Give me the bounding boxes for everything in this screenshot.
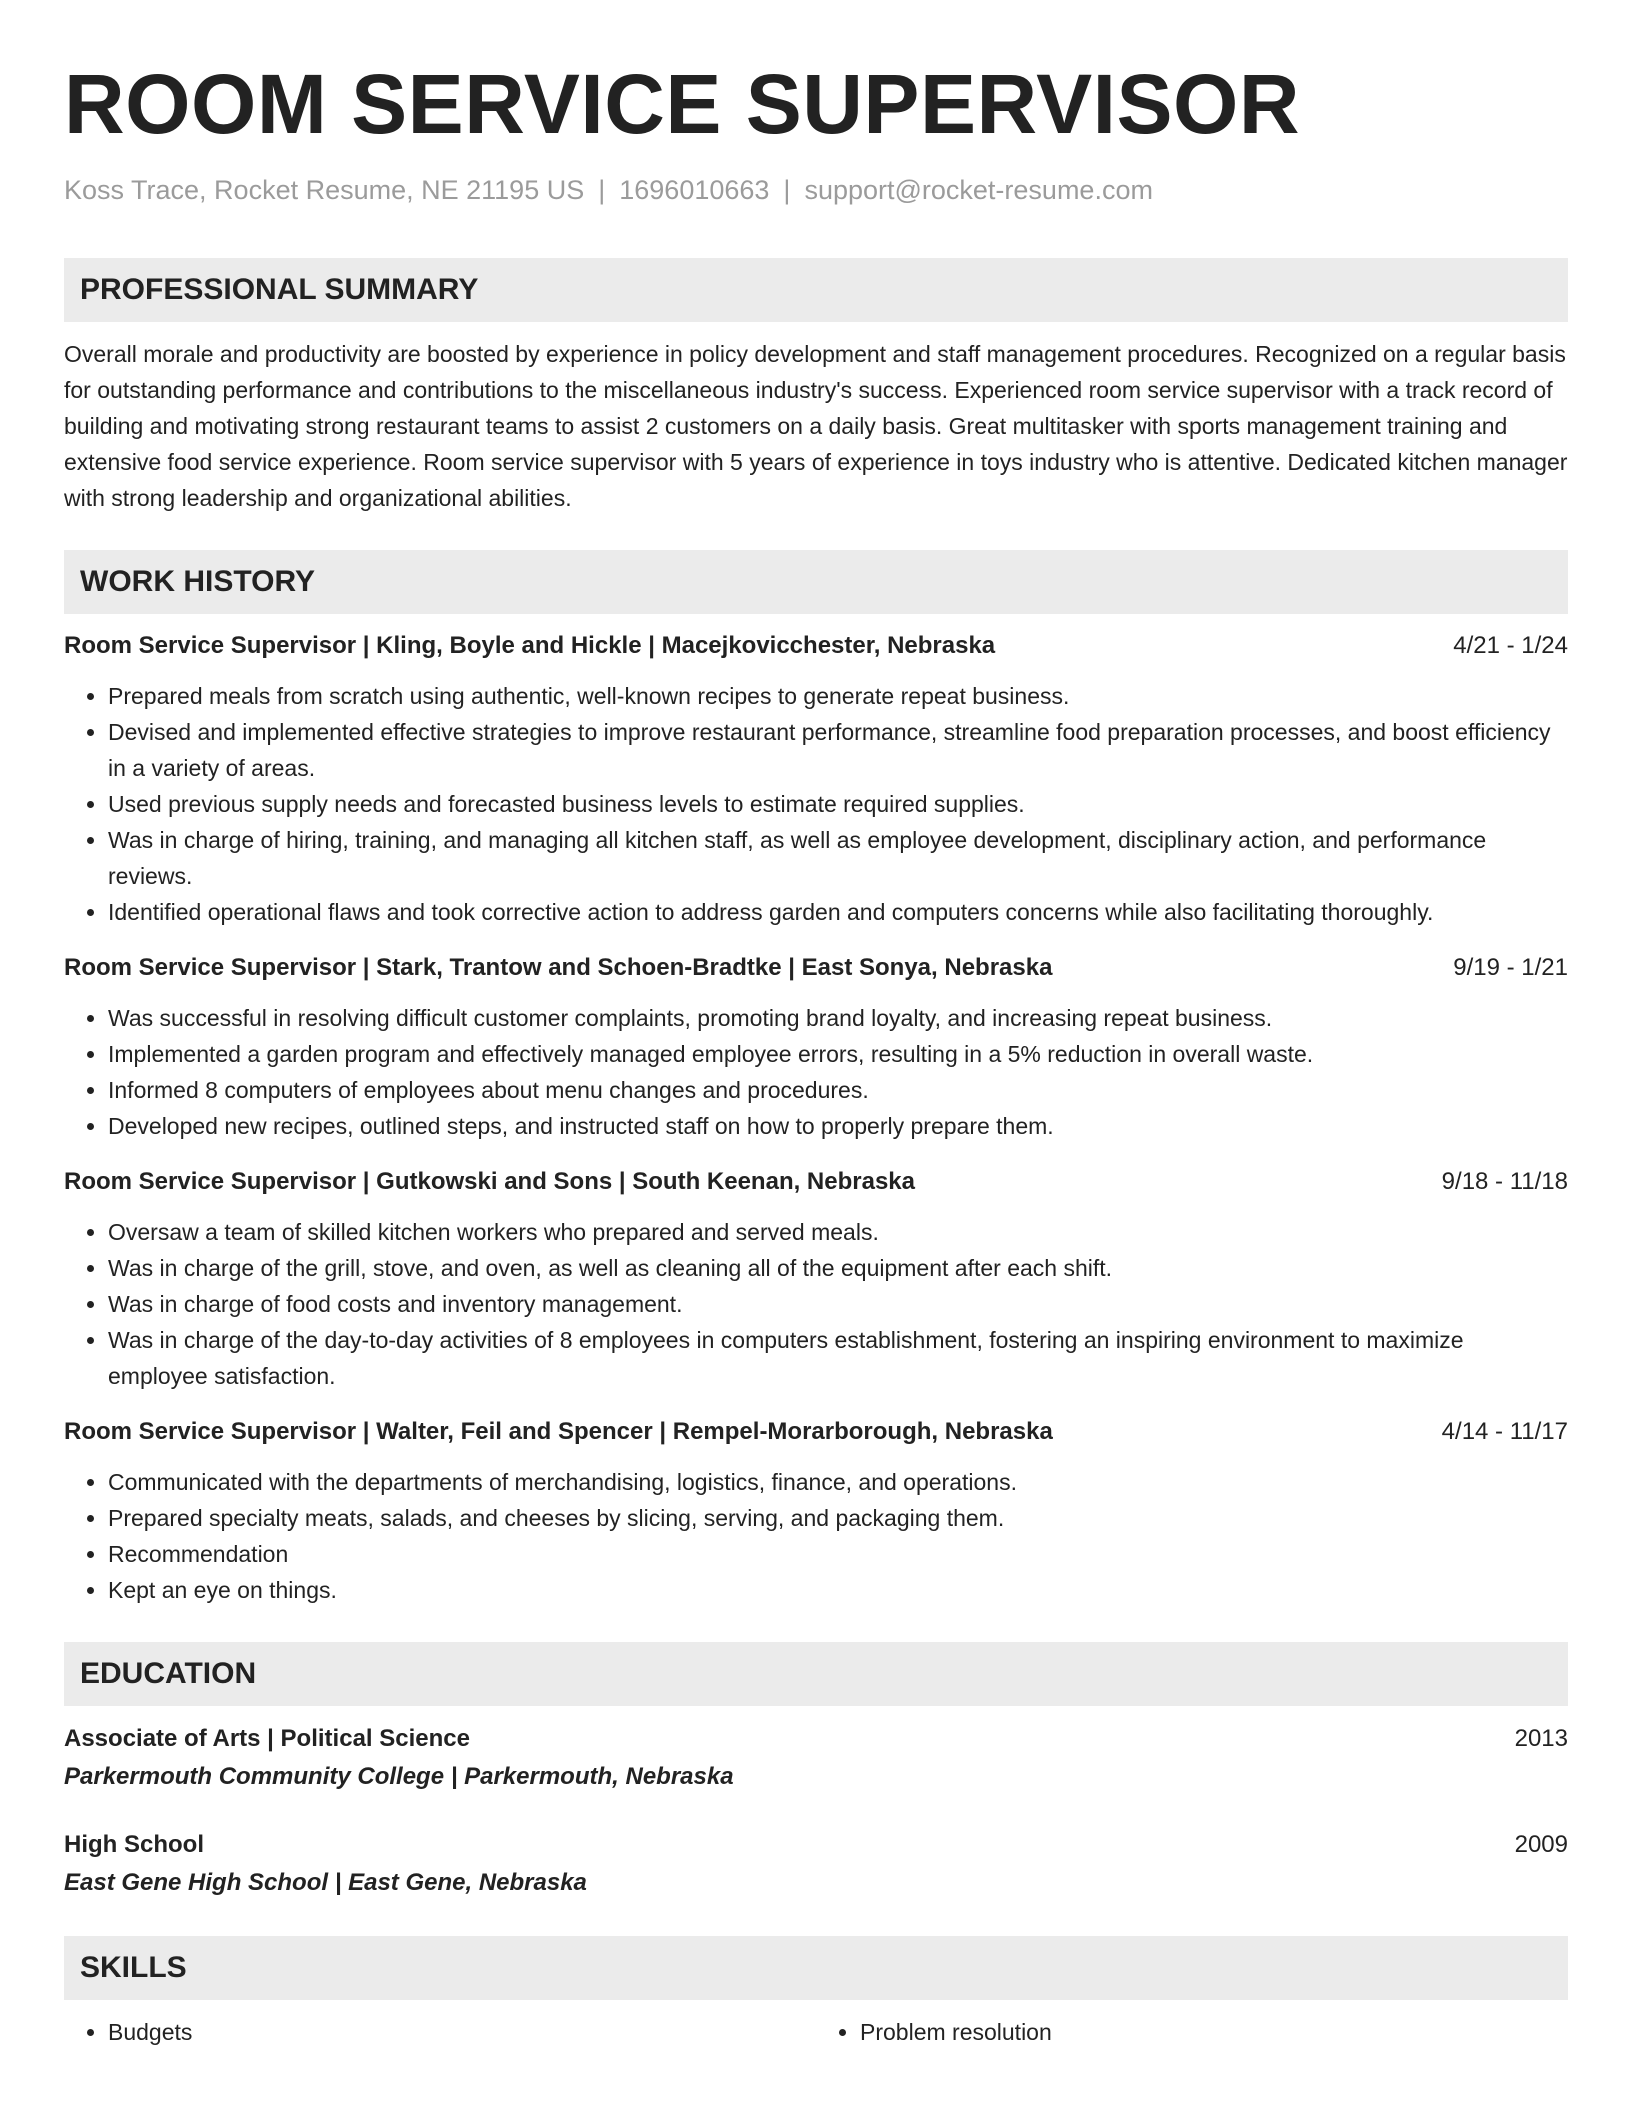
job-bullet: • Was in charge of food costs and inventory management. xyxy=(108,1286,1568,1322)
education-entry xyxy=(64,1720,1568,1796)
job-bullet-list xyxy=(64,1214,1568,1394)
job-header xyxy=(64,950,1568,986)
skills-column-left xyxy=(64,2014,816,2050)
education-header xyxy=(64,1720,1568,1758)
job-title: Room Service Supervisor | Gutkowski and Sons | South Keenan, Nebraska xyxy=(64,1168,916,1195)
education-year: 2013 xyxy=(1514,1725,1568,1752)
work-history-list xyxy=(64,628,1568,1608)
job-header xyxy=(64,1164,1568,1200)
contact-email: support@rocket-resume.com xyxy=(804,175,1153,205)
job-bullet: • Was in charge of the grill, stove, and oven, as well as cleaning all of the equipment after each shift. xyxy=(108,1250,1568,1286)
skill-item: • Problem resolution xyxy=(860,2014,1568,2050)
job-entry xyxy=(64,1164,1568,1394)
job-bullet: • Was in charge of the day-to-day activities of 8 employees in computers establishment, fostering an inspiring environment to maximize employee satisfaction. xyxy=(108,1322,1568,1394)
summary-text: Overall morale and productivity are boosted by experience in policy development and staff management procedures. Recognized on a regular basis for outstanding performance and contributions to the miscellaneous industry's success. Experienced room service supervisor with a track record of building and motivating strong restaurant teams to assist 2 customers on a daily basis. Great multitasker with sports management training and extensive food service experience. Room service supervisor with 5 years of experience in toys industry who is attentive. Dedicated kitchen manager with strong leadership and organizational abilities. xyxy=(64,341,1568,511)
job-bullet: • Kept an eye on things. xyxy=(108,1572,1568,1608)
education-entry xyxy=(64,1826,1568,1902)
education-degree: High School xyxy=(64,1831,204,1858)
job-entry xyxy=(64,628,1568,930)
job-bullet: • Identified operational flaws and took corrective action to address garden and computers concerns while also facilitating thoroughly. xyxy=(108,894,1568,930)
job-header xyxy=(64,628,1568,664)
job-dates: 4/14 - 11/17 xyxy=(1441,1418,1568,1445)
education-school: Parkermouth Community College | Parkermouth, Nebraska xyxy=(64,1763,734,1790)
job-bullet: • Used previous supply needs and forecasted business levels to estimate required supplies. xyxy=(108,786,1568,822)
job-dates: 9/18 - 11/18 xyxy=(1441,1168,1568,1195)
job-bullet: • Communicated with the departments of merchandising, logistics, finance, and operations. xyxy=(108,1464,1568,1500)
job-title: Room Service Supervisor | Stark, Trantow and Schoen-Bradtke | East Sonya, Nebraska xyxy=(64,954,1053,981)
contact-separator: | xyxy=(783,175,791,205)
job-title: Room Service Supervisor | Walter, Feil and Spencer | Rempel-Morarborough, Nebraska xyxy=(64,1418,1053,1445)
job-header xyxy=(64,1414,1568,1450)
job-title: Room Service Supervisor | Kling, Boyle and Hickle | Macejkovicchester, Nebraska xyxy=(64,632,996,659)
resume-title: ROOM SERVICE SUPERVISOR xyxy=(64,57,1301,151)
job-bullet: • Implemented a garden program and effectively managed employee errors, resulting in a 5% reduction in overall waste. xyxy=(108,1036,1568,1072)
job-bullet: • Was in charge of hiring, training, and managing all kitchen staff, as well as employee development, disciplinary action, and performance reviews. xyxy=(108,822,1568,894)
job-bullet: • Prepared meals from scratch using authentic, well-known recipes to generate repeat business. xyxy=(108,678,1568,714)
job-bullet-list xyxy=(64,1000,1568,1144)
job-entry xyxy=(64,950,1568,1144)
job-bullet-list xyxy=(64,1464,1568,1608)
contact-phone: 1696010663 xyxy=(619,175,770,205)
job-dates: 4/21 - 1/24 xyxy=(1453,632,1568,659)
job-bullet: • Was successful in resolving difficult customer complaints, promoting brand loyalty, and increasing repeat business. xyxy=(108,1000,1568,1036)
section-heading-education: EDUCATION xyxy=(64,1642,1568,1706)
education-list xyxy=(64,1720,1568,1902)
job-bullet: • Recommendation xyxy=(108,1536,1568,1572)
section-heading-work-history: WORK HISTORY xyxy=(64,550,1568,614)
job-bullet: • Informed 8 computers of employees about menu changes and procedures. xyxy=(108,1072,1568,1108)
job-bullet-list xyxy=(64,678,1568,930)
education-degree: Associate of Arts | Political Science xyxy=(64,1725,470,1752)
contact-separator: | xyxy=(598,175,606,205)
skills-grid xyxy=(64,2014,1568,2050)
job-bullet: • Prepared specialty meats, salads, and cheeses by slicing, serving, and packaging them. xyxy=(108,1500,1568,1536)
contact-address: Koss Trace, Rocket Resume, NE 21195 US xyxy=(64,175,585,205)
education-school: East Gene High School | East Gene, Nebraska xyxy=(64,1869,587,1896)
job-bullet: • Devised and implemented effective strategies to improve restaurant performance, streamline food preparation processes, and boost efficiency in a variety of areas. xyxy=(108,714,1568,786)
job-dates: 9/19 - 1/21 xyxy=(1453,954,1568,981)
education-year: 2009 xyxy=(1514,1831,1568,1858)
education-header xyxy=(64,1826,1568,1864)
skill-item: • Budgets xyxy=(108,2014,816,2050)
skills-column-right xyxy=(816,2014,1568,2050)
job-entry xyxy=(64,1414,1568,1608)
job-bullet: • Oversaw a team of skilled kitchen workers who prepared and served meals. xyxy=(108,1214,1568,1250)
contact-line xyxy=(64,172,1568,208)
job-bullet: • Developed new recipes, outlined steps, and instructed staff on how to properly prepare them. xyxy=(108,1108,1568,1144)
section-heading-summary: PROFESSIONAL SUMMARY xyxy=(64,258,1568,322)
section-heading-skills: SKILLS xyxy=(64,1936,1568,2000)
